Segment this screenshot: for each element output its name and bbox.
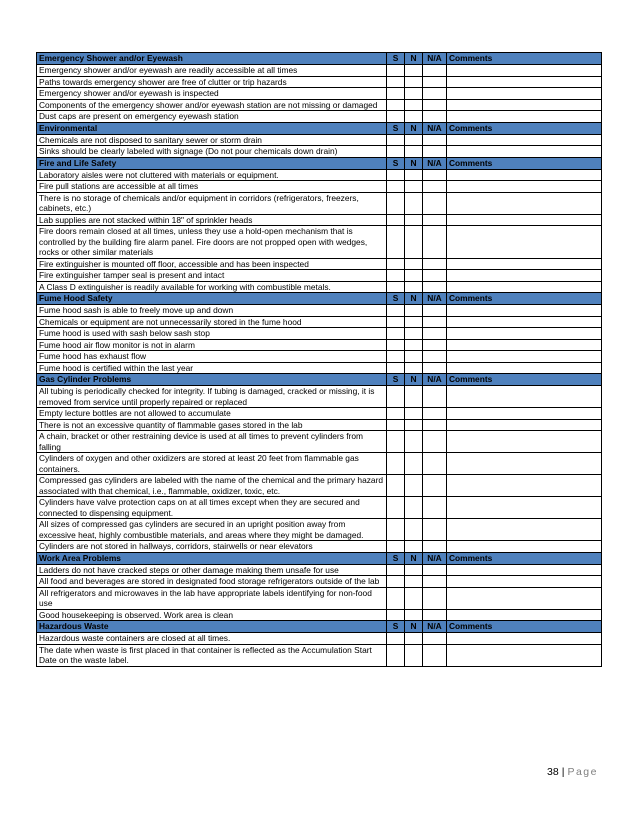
checklist-item-text: Chemicals are not disposed to sanitary sewer or storm drain [37, 134, 387, 146]
comments-cell[interactable] [447, 305, 602, 317]
s-cell[interactable] [387, 328, 405, 340]
n-cell[interactable] [405, 88, 423, 100]
checklist-row [37, 316, 602, 328]
checklist-row [37, 497, 602, 519]
section-header-row [37, 552, 602, 564]
comments-cell[interactable] [447, 76, 602, 88]
checklist-item-text: Fume hood is used with sash below sash stop [37, 328, 387, 340]
na-cell[interactable] [423, 192, 447, 214]
checklist-row [37, 181, 602, 193]
na-cell[interactable] [423, 408, 447, 420]
section-title: Hazardous Waste [37, 621, 387, 633]
comments-cell[interactable] [447, 541, 602, 553]
na-cell[interactable] [423, 453, 447, 475]
n-cell[interactable] [405, 258, 423, 270]
na-cell[interactable] [423, 362, 447, 374]
n-cell[interactable] [405, 146, 423, 158]
checklist-row [37, 192, 602, 214]
mark-na-header: N/A [423, 374, 447, 386]
mark-na-header: N/A [423, 157, 447, 169]
checklist-item-text: Fume hood sash is able to freely move up and down [37, 305, 387, 317]
na-cell[interactable] [423, 564, 447, 576]
checklist-row [37, 564, 602, 576]
na-cell[interactable] [423, 65, 447, 77]
n-cell[interactable] [405, 192, 423, 214]
comments-cell[interactable] [447, 258, 602, 270]
checklist-item-text: Cylinders of oxygen and other oxidizers are stored at least 20 feet from flammable gas containers. [37, 453, 387, 475]
s-cell[interactable] [387, 214, 405, 226]
mark-n-header: N [405, 552, 423, 564]
checklist-item-text: Good housekeeping is observed. Work area is clean [37, 609, 387, 621]
page-footer [547, 766, 598, 778]
s-cell[interactable] [387, 386, 405, 408]
comments-cell[interactable] [447, 453, 602, 475]
s-cell[interactable] [387, 258, 405, 270]
checklist-row [37, 453, 602, 475]
checklist-row [37, 431, 602, 453]
na-cell[interactable] [423, 169, 447, 181]
checklist-item-text: Emergency shower and/or eyewash are readily accessible at all times [37, 65, 387, 77]
s-cell[interactable] [387, 519, 405, 541]
na-cell[interactable] [423, 134, 447, 146]
checklist-row [37, 281, 602, 293]
checklist-item-text: Sinks should be clearly labeled with signage (Do not pour chemicals down drain) [37, 146, 387, 158]
n-cell[interactable] [405, 519, 423, 541]
checklist-row [37, 475, 602, 497]
comments-cell[interactable] [447, 351, 602, 363]
s-cell[interactable] [387, 431, 405, 453]
n-cell[interactable] [405, 339, 423, 351]
s-cell[interactable] [387, 351, 405, 363]
checklist-item-text: Fire extinguisher tamper seal is present and intact [37, 270, 387, 282]
checklist-row [37, 541, 602, 553]
comments-cell[interactable] [447, 497, 602, 519]
s-cell[interactable] [387, 169, 405, 181]
comments-cell[interactable] [447, 65, 602, 77]
comments-header: Comments [447, 621, 602, 633]
section-header-row [37, 621, 602, 633]
na-cell[interactable] [423, 258, 447, 270]
s-cell[interactable] [387, 111, 405, 123]
checklist-row [37, 576, 602, 588]
mark-s-header: S [387, 552, 405, 564]
s-cell[interactable] [387, 134, 405, 146]
na-cell[interactable] [423, 541, 447, 553]
s-cell[interactable] [387, 270, 405, 282]
section-title: Fire and Life Safety [37, 157, 387, 169]
checklist-item-text: Compressed gas cylinders are labeled with the name of the chemical and the primary hazard associated with that chemical, i.e., flammable, oxidizer, toxic, etc. [37, 475, 387, 497]
na-cell[interactable] [423, 644, 447, 666]
na-cell[interactable] [423, 587, 447, 609]
comments-cell[interactable] [447, 419, 602, 431]
comments-cell[interactable] [447, 270, 602, 282]
n-cell[interactable] [405, 99, 423, 111]
comments-header: Comments [447, 374, 602, 386]
n-cell[interactable] [405, 419, 423, 431]
n-cell[interactable] [405, 351, 423, 363]
comments-cell[interactable] [447, 328, 602, 340]
mark-s-header: S [387, 53, 405, 65]
n-cell[interactable] [405, 541, 423, 553]
na-cell[interactable] [423, 88, 447, 100]
n-cell[interactable] [405, 564, 423, 576]
n-cell[interactable] [405, 576, 423, 588]
footer-separator: | [561, 766, 565, 778]
na-cell[interactable] [423, 270, 447, 282]
checklist-row [37, 305, 602, 317]
checklist-row [37, 258, 602, 270]
s-cell[interactable] [387, 99, 405, 111]
comments-header: Comments [447, 552, 602, 564]
s-cell[interactable] [387, 541, 405, 553]
checklist-row [37, 65, 602, 77]
checklist-item-text: Empty lecture bottles are not allowed to accumulate [37, 408, 387, 420]
section-header-row [37, 293, 602, 305]
checklist-row [37, 169, 602, 181]
checklist-row [37, 226, 602, 259]
mark-n-header: N [405, 374, 423, 386]
na-cell[interactable] [423, 181, 447, 193]
na-cell[interactable] [423, 339, 447, 351]
comments-header: Comments [447, 157, 602, 169]
checklist-item-text: Fume hood air flow monitor is not in alarm [37, 339, 387, 351]
mark-n-header: N [405, 53, 423, 65]
checklist-row [37, 609, 602, 621]
n-cell[interactable] [405, 111, 423, 123]
checklist-item-text: Fume hood has exhaust flow [37, 351, 387, 363]
comments-header: Comments [447, 53, 602, 65]
checklist-row [37, 134, 602, 146]
s-cell[interactable] [387, 339, 405, 351]
n-cell[interactable] [405, 633, 423, 645]
checklist-item-text: All sizes of compressed gas cylinders are secured in an upright position away from excessive heat, highly combustible materials, and areas where they might be damaged. [37, 519, 387, 541]
s-cell[interactable] [387, 305, 405, 317]
na-cell[interactable] [423, 99, 447, 111]
na-cell[interactable] [423, 328, 447, 340]
n-cell[interactable] [405, 270, 423, 282]
section-title: Emergency Shower and/or Eyewash [37, 53, 387, 65]
checklist-row [37, 328, 602, 340]
s-cell[interactable] [387, 76, 405, 88]
comments-cell[interactable] [447, 99, 602, 111]
comments-cell[interactable] [447, 226, 602, 259]
na-cell[interactable] [423, 305, 447, 317]
checklist-item-text: All refrigerators and microwaves in the lab have appropriate labels identifying for non-food use [37, 587, 387, 609]
checklist-item-text: Hazardous waste containers are closed at all times. [37, 633, 387, 645]
checklist-item-text: Lab supplies are not stacked within 18" of sprinkler heads [37, 214, 387, 226]
s-cell[interactable] [387, 362, 405, 374]
comments-cell[interactable] [447, 88, 602, 100]
checklist-item-text: A chain, bracket or other restraining device is used at all times to prevent cylinders from falling [37, 431, 387, 453]
na-cell[interactable] [423, 146, 447, 158]
checklist-item-text: There is no storage of chemicals and/or equipment in corridors (refrigerators, freezers, cabinets, etc.) [37, 192, 387, 214]
checklist-item-text: Emergency shower and/or eyewash is inspected [37, 88, 387, 100]
mark-na-header: N/A [423, 293, 447, 305]
mark-s-header: S [387, 374, 405, 386]
comments-cell[interactable] [447, 362, 602, 374]
section-header-row [37, 374, 602, 386]
na-cell[interactable] [423, 111, 447, 123]
comments-cell[interactable] [447, 316, 602, 328]
checklist-item-text: Paths towards emergency shower are free of clutter or trip hazards [37, 76, 387, 88]
s-cell[interactable] [387, 564, 405, 576]
n-cell[interactable] [405, 644, 423, 666]
checklist-row [37, 519, 602, 541]
mark-na-header: N/A [423, 552, 447, 564]
checklist-item-text: Ladders do not have cracked steps or other damage making them unsafe for use [37, 564, 387, 576]
n-cell[interactable] [405, 587, 423, 609]
s-cell[interactable] [387, 497, 405, 519]
n-cell[interactable] [405, 497, 423, 519]
n-cell[interactable] [405, 609, 423, 621]
s-cell[interactable] [387, 281, 405, 293]
checklist-item-text: Fire extinguisher is mounted off floor, accessible and has been inspected [37, 258, 387, 270]
s-cell[interactable] [387, 65, 405, 77]
n-cell[interactable] [405, 181, 423, 193]
n-cell[interactable] [405, 475, 423, 497]
n-cell[interactable] [405, 386, 423, 408]
checklist-item-text: Fire doors remain closed at all times, unless they use a hold-open mechanism that is controlled by the building fire alarm panel. Fire doors are not propped open with wedges, rocks or other similar materials [37, 226, 387, 259]
mark-s-header: S [387, 621, 405, 633]
checklist-item-text: The date when waste is first placed in that container is reflected as the Accumulation Start Date on the waste label. [37, 644, 387, 666]
checklist-row [37, 644, 602, 666]
n-cell[interactable] [405, 328, 423, 340]
inspection-checklist-table [36, 52, 602, 667]
mark-n-header: N [405, 293, 423, 305]
checklist-item-text: Dust caps are present on emergency eyewash station [37, 111, 387, 123]
na-cell[interactable] [423, 497, 447, 519]
comments-header: Comments [447, 122, 602, 134]
s-cell[interactable] [387, 587, 405, 609]
checklist-row [37, 270, 602, 282]
na-cell[interactable] [423, 226, 447, 259]
checklist-item-text: Laboratory aisles were not cluttered with materials or equipment. [37, 169, 387, 181]
checklist-row [37, 362, 602, 374]
comments-cell[interactable] [447, 181, 602, 193]
s-cell[interactable] [387, 192, 405, 214]
section-header-row [37, 122, 602, 134]
comments-cell[interactable] [447, 134, 602, 146]
checklist-row [37, 214, 602, 226]
page-number: 38 [547, 766, 559, 778]
n-cell[interactable] [405, 226, 423, 259]
comments-cell[interactable] [447, 214, 602, 226]
checklist-item-text: Cylinders have valve protection caps on at all times except when they are secured and connected to dispensing equipment. [37, 497, 387, 519]
mark-s-header: S [387, 157, 405, 169]
n-cell[interactable] [405, 316, 423, 328]
s-cell[interactable] [387, 226, 405, 259]
s-cell[interactable] [387, 419, 405, 431]
comments-cell[interactable] [447, 111, 602, 123]
comments-cell[interactable] [447, 564, 602, 576]
section-title: Work Area Problems [37, 552, 387, 564]
s-cell[interactable] [387, 633, 405, 645]
checklist-row [37, 146, 602, 158]
mark-na-header: N/A [423, 53, 447, 65]
checklist-row [37, 351, 602, 363]
checklist-row [37, 408, 602, 420]
checklist-item-text: All tubing is periodically checked for integrity. If tubing is damaged, cracked or missing, it is removed from service until properly repaired or replaced [37, 386, 387, 408]
comments-cell[interactable] [447, 192, 602, 214]
comments-cell[interactable] [447, 169, 602, 181]
n-cell[interactable] [405, 65, 423, 77]
n-cell[interactable] [405, 76, 423, 88]
checklist-row [37, 633, 602, 645]
section-title: Fume Hood Safety [37, 293, 387, 305]
comments-cell[interactable] [447, 609, 602, 621]
section-header-row [37, 157, 602, 169]
checklist-item-text: A Class D extinguisher is readily available for working with combustible metals. [37, 281, 387, 293]
n-cell[interactable] [405, 281, 423, 293]
comments-cell[interactable] [447, 386, 602, 408]
na-cell[interactable] [423, 431, 447, 453]
comments-header: Comments [447, 293, 602, 305]
s-cell[interactable] [387, 181, 405, 193]
na-cell[interactable] [423, 316, 447, 328]
mark-n-header: N [405, 621, 423, 633]
comments-cell[interactable] [447, 576, 602, 588]
s-cell[interactable] [387, 453, 405, 475]
s-cell[interactable] [387, 146, 405, 158]
checklist-item-text: Chemicals or equipment are not unnecessarily stored in the fume hood [37, 316, 387, 328]
mark-n-header: N [405, 122, 423, 134]
n-cell[interactable] [405, 305, 423, 317]
s-cell[interactable] [387, 88, 405, 100]
checklist-item-text: Cylinders are not stored in hallways, corridors, stairwells or near elevators [37, 541, 387, 553]
comments-cell[interactable] [447, 587, 602, 609]
na-cell[interactable] [423, 386, 447, 408]
s-cell[interactable] [387, 644, 405, 666]
na-cell[interactable] [423, 281, 447, 293]
na-cell[interactable] [423, 519, 447, 541]
comments-cell[interactable] [447, 644, 602, 666]
checklist-item-text: Fire pull stations are accessible at all times [37, 181, 387, 193]
checklist-item-text: Fume hood is certified within the last year [37, 362, 387, 374]
n-cell[interactable] [405, 214, 423, 226]
mark-n-header: N [405, 157, 423, 169]
n-cell[interactable] [405, 362, 423, 374]
na-cell[interactable] [423, 351, 447, 363]
checklist-row [37, 587, 602, 609]
na-cell[interactable] [423, 576, 447, 588]
comments-cell[interactable] [447, 431, 602, 453]
s-cell[interactable] [387, 609, 405, 621]
n-cell[interactable] [405, 169, 423, 181]
comments-cell[interactable] [447, 519, 602, 541]
s-cell[interactable] [387, 475, 405, 497]
comments-cell[interactable] [447, 475, 602, 497]
mark-s-header: S [387, 293, 405, 305]
s-cell[interactable] [387, 316, 405, 328]
na-cell[interactable] [423, 475, 447, 497]
checklist-row [37, 99, 602, 111]
page-label: Page [567, 766, 598, 778]
comments-cell[interactable] [447, 633, 602, 645]
checklist-item-text: Components of the emergency shower and/or eyewash station are not missing or damaged [37, 99, 387, 111]
comments-cell[interactable] [447, 281, 602, 293]
mark-na-header: N/A [423, 621, 447, 633]
checklist-row [37, 88, 602, 100]
mark-s-header: S [387, 122, 405, 134]
checklist-row [37, 386, 602, 408]
n-cell[interactable] [405, 408, 423, 420]
s-cell[interactable] [387, 576, 405, 588]
na-cell[interactable] [423, 609, 447, 621]
section-title: Environmental [37, 122, 387, 134]
checklist-item-text: All food and beverages are stored in designated food storage refrigerators outside of the lab [37, 576, 387, 588]
checklist-row [37, 76, 602, 88]
checklist-row [37, 111, 602, 123]
na-cell[interactable] [423, 76, 447, 88]
na-cell[interactable] [423, 419, 447, 431]
comments-cell[interactable] [447, 339, 602, 351]
n-cell[interactable] [405, 134, 423, 146]
n-cell[interactable] [405, 453, 423, 475]
section-title: Gas Cylinder Problems [37, 374, 387, 386]
na-cell[interactable] [423, 214, 447, 226]
checklist-row [37, 419, 602, 431]
na-cell[interactable] [423, 633, 447, 645]
n-cell[interactable] [405, 431, 423, 453]
comments-cell[interactable] [447, 408, 602, 420]
checklist-row [37, 339, 602, 351]
s-cell[interactable] [387, 408, 405, 420]
mark-na-header: N/A [423, 122, 447, 134]
checklist-item-text: There is not an excessive quantity of flammable gases stored in the lab [37, 419, 387, 431]
comments-cell[interactable] [447, 146, 602, 158]
section-header-row [37, 53, 602, 65]
